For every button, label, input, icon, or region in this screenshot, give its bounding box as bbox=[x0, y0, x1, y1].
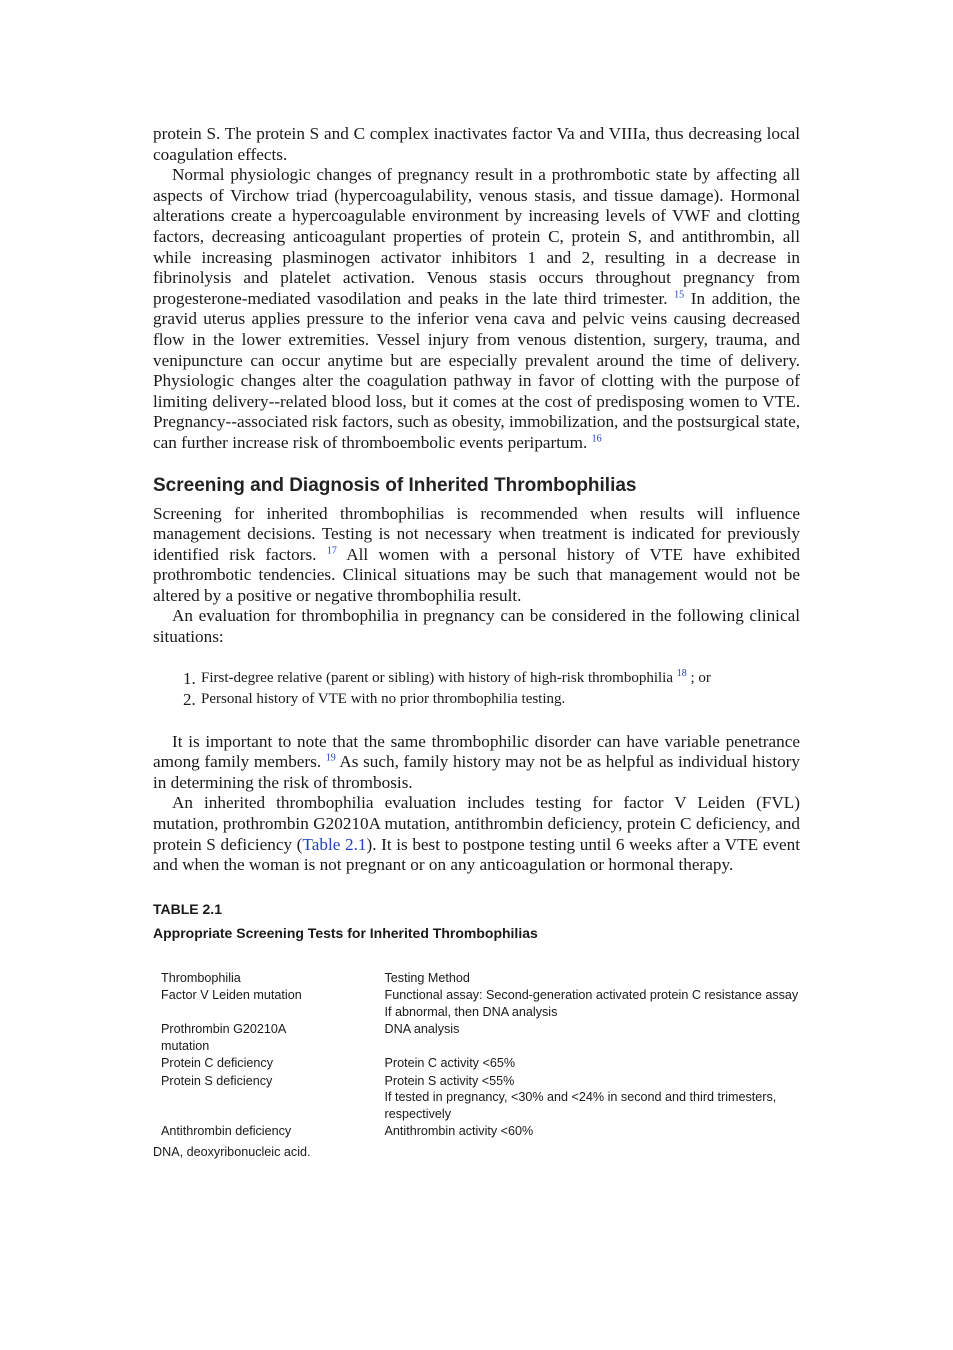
body-paragraph bbox=[153, 504, 800, 607]
reference-link[interactable]: 15 bbox=[674, 289, 685, 301]
list-item bbox=[183, 667, 800, 689]
table-header-row bbox=[159, 970, 800, 988]
reference-link[interactable]: 18 bbox=[676, 667, 687, 679]
column-header: Testing Method bbox=[384, 970, 470, 985]
paragraph-text: Normal physiologic changes of pregnancy result in a prothrombotic state by affecting all aspects of Virchow triad (hypercoagulability, venous stasis, and tissue damage). Hormonal alterations create a hypercoagulable environment by increasing levels of VWF and clotting factors, decreasing anticoagulant properties of protein C, protein S, and antithrombin, all while increasing plasminogen activator inhibitors 1 and 2, resulting in a decrease in fibrinolysis and platelet activation. Venous stasis occurs throughout pregnancy from progesterone-mediated vasodilation and peaks in the late third trimester. bbox=[153, 165, 800, 308]
table-cell-line: Functional assay: Second-generation activated protein C resistance assay bbox=[384, 988, 799, 1003]
paragraph-text: An inherited thrombophilia evaluation includes testing for factor V Leiden (FVL) mutation, prothrombin G20210A mutation, antithrombin deficiency, protein C deficiency, and protein S deficiency ( bbox=[153, 793, 800, 854]
list-number: 2. bbox=[183, 689, 196, 709]
table-cell-line: If tested in pregnancy, <30% and <24% in second and third trimesters, respectively bbox=[384, 1090, 777, 1121]
table-row bbox=[159, 1055, 800, 1073]
table-row bbox=[159, 987, 800, 1021]
paragraph-text: It is important to note that the same thrombophilic disorder can have variable penetrance among family members. bbox=[153, 731, 800, 772]
reference-link[interactable]: 19 bbox=[325, 752, 336, 764]
table-label: TABLE 2.1 bbox=[153, 900, 222, 917]
table-cell: Factor V Leiden mutation bbox=[161, 988, 302, 1003]
paragraph-text: As such, family history may not be as helpful as individual history in determining the risk of thrombosis. bbox=[153, 752, 801, 792]
table-cell-line: Protein S activity <55% bbox=[384, 1073, 515, 1088]
paragraph-text: Screening for inherited thrombophilias is recommended when results will influence management decisions. Testing is not necessary when treatment is indicated for previously identified risk factors. bbox=[153, 503, 800, 564]
paragraph-text: All women with a personal history of VTE have exhibited prothrombotic tendencies. Clinical situations may be such that management would not be altered by a positive or negative thrombophilia result. bbox=[153, 544, 801, 605]
paragraph-text: ). It is best to postpone testing until 6 weeks after a VTE event and when the woman is not pregnant or on any anticoagulation or hormonal therapy. bbox=[153, 834, 800, 875]
table-cell: Protein S deficiency bbox=[161, 1073, 273, 1088]
screening-table bbox=[159, 970, 800, 1141]
table-cell bbox=[385, 1123, 801, 1141]
table-cell-line: If abnormal, then DNA analysis bbox=[384, 1004, 558, 1019]
table-cell bbox=[385, 1021, 801, 1055]
table-cell bbox=[385, 1073, 801, 1124]
table-cell: Protein C deficiency bbox=[161, 1056, 273, 1071]
table-footnote: DNA, deoxyribonucleic acid. bbox=[153, 1144, 311, 1159]
table-title: Appropriate Screening Tests for Inherited Thrombophilias bbox=[153, 924, 538, 941]
page-content bbox=[153, 124, 800, 1159]
list-item bbox=[183, 689, 800, 710]
list-item-text: First-degree relative (parent or sibling) with history of high-risk thrombophilia bbox=[201, 669, 673, 686]
body-paragraph: protein S. The protein S and C complex inactivates factor Va and VIIIa, thus decreasing local coagulation effects. bbox=[153, 124, 800, 164]
table-cell bbox=[385, 1055, 801, 1073]
column-header: Thrombophilia bbox=[161, 970, 241, 985]
section-heading: Screening and Diagnosis of Inherited Thrombophilias bbox=[153, 474, 637, 496]
table-cell: Prothrombin G20210A mutation bbox=[161, 1022, 286, 1053]
table-link[interactable]: Table 2.1 bbox=[302, 834, 367, 854]
reference-link[interactable]: 16 bbox=[591, 433, 602, 445]
table-row bbox=[159, 1123, 800, 1141]
body-paragraph bbox=[153, 793, 800, 875]
table-row bbox=[159, 1021, 800, 1055]
list-item-text: Personal history of VTE with no prior thrombophilia testing. bbox=[201, 690, 566, 707]
body-paragraph bbox=[153, 165, 800, 453]
body-paragraph bbox=[153, 732, 800, 794]
reference-link[interactable]: 17 bbox=[326, 544, 337, 556]
table-cell-line: DNA analysis bbox=[384, 1022, 460, 1037]
table-cell: Antithrombin deficiency bbox=[161, 1124, 292, 1139]
list-item-text: ; or bbox=[690, 669, 711, 686]
criteria-list bbox=[153, 668, 800, 710]
body-paragraph: An evaluation for thrombophilia in pregnancy can be considered in the following clinical situations: bbox=[153, 606, 800, 647]
table-row bbox=[159, 1073, 800, 1124]
table-cell-line: Antithrombin activity <60% bbox=[384, 1124, 534, 1139]
table-cell bbox=[385, 987, 801, 1021]
table-cell-line: Protein C activity <65% bbox=[384, 1056, 516, 1071]
list-number: 1. bbox=[183, 668, 196, 688]
paragraph-text: In addition, the gravid uterus applies pressure to the inferior vena cava and pelvic veins causing decreased flow in the lower extremities. Vessel injury from venous distention, surgery, trauma, and venipuncture can occur anytime but are especially prevalent around the time of delivery. Physiologic changes alter the coagulation pathway in favor of clotting with the purpose of limiting delivery--related blood loss, but it comes at the cost of predisposing women to VTE. Pregnancy--associated risk factors, such as obesity, immobilization, and the postsurgical state, can further increase risk of thromboembolic events peripartum. bbox=[153, 288, 800, 452]
